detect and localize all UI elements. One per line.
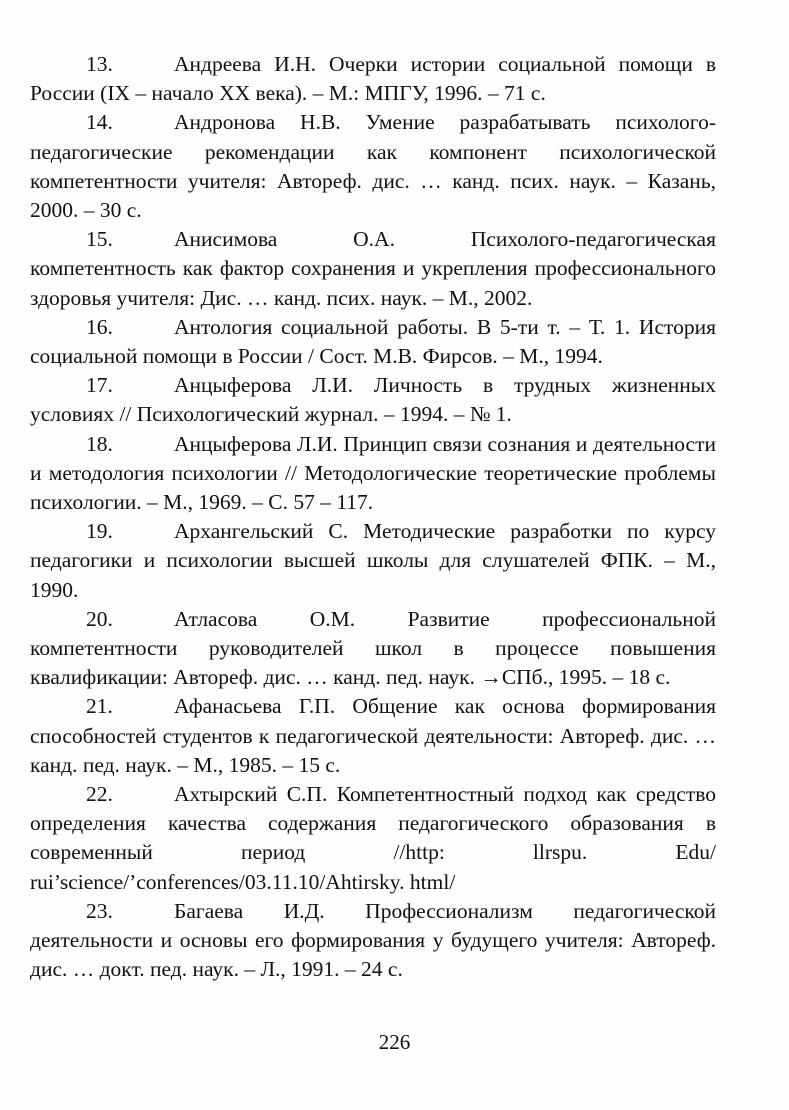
reference-text: Анцыферова Л.И. Принцип связи сознания и деятельности и методология психологии // Методологические теоретические проблемы психологии. – М., 1969. – С. 57 – 117. — [30, 431, 716, 515]
reference-text: Анисимова О.А. Психолого-педагогическая компетентность как фактор сохранения и укрепления профессионального здоровья учителя: Дис. … канд. псих. наук. – М., 2002. — [30, 227, 716, 310]
reference-item — [30, 780, 716, 897]
page-number: 226 — [378, 1030, 411, 1054]
reference-number: 20. — [86, 606, 113, 631]
reference-number: 14. — [86, 110, 113, 135]
reference-text: Антология социальной работы. В 5-ти т. – Т. 1. История социальной помощи в России / Сост. М.В. Фирсов. – М., 1994. — [30, 314, 716, 369]
reference-item — [30, 897, 716, 985]
reference-item — [30, 225, 716, 313]
reference-list — [30, 50, 716, 985]
reference-number: 16. — [86, 314, 113, 339]
reference-item — [30, 517, 716, 605]
reference-number: 17. — [86, 373, 113, 398]
reference-number: 23. — [86, 898, 113, 923]
reference-number: 15. — [86, 227, 113, 252]
reference-item — [30, 605, 716, 693]
reference-text: Атласова О.М. Развитие профессиональной компетентности руководителей школ в процессе повышения квалификации: Автореф. дис. … канд. пед. наук. →СПб., 1995. – 18 с. — [30, 606, 716, 690]
reference-number: 21. — [86, 694, 113, 719]
reference-item — [30, 430, 716, 518]
reference-text: Афанасьева Г.П. Общение как основа формирования способностей студентов к педагогической деятельности: Автореф. дис. … канд. пед. наук. – М., 1985. – 15 с. — [30, 694, 716, 777]
reference-text: Багаева И.Д. Профессионализм педагогической деятельности и основы его формирования у будущего учителя: Автореф. дис. … докт. пед. наук. – Л., 1991. – 24 с. — [30, 898, 716, 982]
reference-text: Андреева И.Н. Очерки истории социальной помощи в России (IX – начало XX века). – М.: МПГУ, 1996. – 71 с. — [30, 52, 716, 106]
reference-text: Андронова Н.В. Умение разрабатывать психолого-педагогические рекомендации как компонент психологической компетентности учителя: Автореф. дис. … канд. псих. наук. – Казань, 2000. – 30 с. — [30, 110, 716, 223]
reference-number: 13. — [86, 52, 113, 76]
reference-text: Анцыферова Л.И. Личность в трудных жизненных условиях // Психологический журнал. – 1994. – № 1. — [30, 373, 716, 427]
reference-number: 22. — [86, 782, 113, 807]
reference-item — [30, 692, 716, 780]
reference-item — [30, 313, 716, 371]
reference-item — [30, 371, 716, 429]
reference-number: 19. — [86, 519, 113, 544]
reference-item — [30, 108, 716, 225]
reference-text: Ахтырский С.П. Компетентностный подход как средство определения качества содержания педагогического образования в современный период //http: llrspu. Edu/ rui’science/’conferences/03.11.10/Ahtirsky. html/ — [30, 782, 716, 894]
reference-number: 18. — [86, 431, 113, 456]
reference-item — [30, 50, 716, 108]
reference-text: Архангельский С. Методические разработки по курсу педагогики и психологии высшей школы для слушателей ФПК. – М., 1990. — [30, 519, 716, 602]
